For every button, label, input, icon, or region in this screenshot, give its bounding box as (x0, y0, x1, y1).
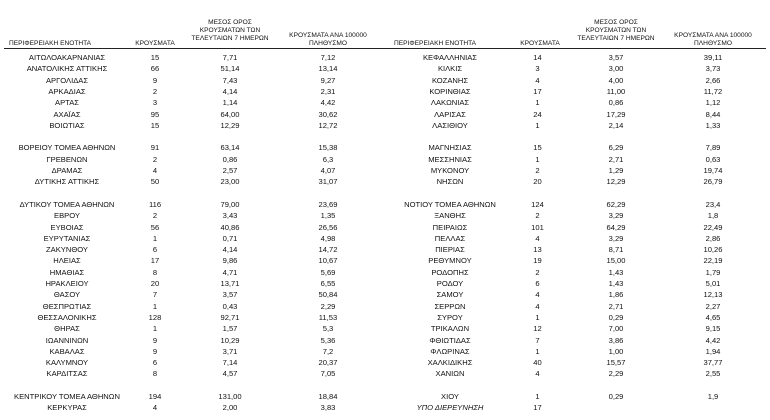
cases-cell: 6 (152, 245, 158, 255)
per100k-cell: 2,31 (320, 86, 336, 96)
avg7-cell: 0,71 (222, 233, 238, 243)
cases-cell: 1 (152, 324, 158, 334)
per100k-cell: 5,01 (705, 279, 721, 288)
region-cell: ΠΕΛΛΑΣ (434, 233, 466, 243)
per100k-cell: 10,26 (703, 245, 723, 255)
region-cell: ΔΡΑΜΑΣ (51, 166, 83, 175)
table-row (0, 402, 770, 413)
per100k-cell: 9,15 (705, 324, 721, 334)
table-row (0, 244, 770, 255)
cases-cell: 12 (533, 324, 542, 334)
per100k-cell: 7,12 (320, 53, 336, 62)
avg7-cell: 2,29 (608, 369, 624, 379)
per100k-cell: 2,66 (705, 75, 721, 85)
per100k-cell: 1,9 (707, 392, 719, 401)
cases-cell: 2 (152, 86, 158, 96)
per100k-cell: 2,27 (705, 301, 721, 311)
per100k-cell: 6,3 (322, 154, 334, 164)
cases-cell: 7 (152, 290, 158, 300)
avg7-cell: 2,00 (222, 403, 238, 413)
region-cell: ΛΑΡΙΣΑΣ (434, 109, 466, 119)
per100k-cell: 39,11 (703, 53, 723, 62)
region-cell: ΕΥΒΟΙΑΣ (50, 222, 84, 232)
per100k-cell: 50,84 (318, 290, 338, 300)
per100k-cell: 15,38 (318, 143, 338, 153)
avg7-cell: 1,86 (608, 290, 624, 300)
avg7-cell: 3,71 (222, 346, 238, 356)
avg7-cell: 4,71 (222, 267, 238, 277)
per100k-cell: 3,73 (705, 64, 721, 74)
region-cell: ΚΕΡΚΥΡΑΣ (47, 403, 87, 413)
table-row (0, 312, 770, 323)
per100k-cell: 1,35 (320, 211, 336, 221)
region-cell: ΙΩΑΝΝΙΝΩΝ (45, 335, 89, 345)
avg7-cell: 15,00 (606, 256, 626, 266)
avg7-cell: 40,86 (220, 222, 240, 232)
per100k-cell: 26,56 (318, 222, 338, 232)
table-row (0, 391, 770, 402)
header-region-left: ΠΕΡΙΦΕΡΕΙΑΚΗ ΕΝΟΤΗΤΑ (9, 40, 92, 47)
per100k-cell: 12,13 (703, 290, 723, 300)
avg7-cell: 3,57 (222, 290, 238, 300)
region-cell: ΚΕΝΤΡΙΚΟΥ ΤΟΜΕΑ ΑΘΗΝΩΝ (14, 392, 120, 401)
region-cell: ΠΕΙΡΑΙΩΣ (432, 222, 468, 232)
cases-cell: 15 (150, 120, 160, 130)
per100k-cell: 2,55 (705, 369, 721, 379)
region-cell: ΓΡΕΒΕΝΩΝ (46, 154, 88, 164)
avg7-cell: 64,29 (606, 222, 626, 232)
region-cell: ΑΡΤΑΣ (55, 98, 79, 108)
per100k-cell: 5,3 (322, 324, 334, 334)
cases-cell: 1 (152, 233, 158, 243)
region-cell: ΑΡΚΑΔΙΑΣ (48, 86, 86, 96)
avg7-cell: 9,86 (222, 256, 238, 266)
region-cell: ΑΡΓΟΛΙΔΑΣ (45, 75, 89, 85)
avg7-cell: 0,86 (608, 98, 624, 108)
cases-cell: 8 (152, 267, 158, 277)
table-row (0, 97, 770, 108)
cases-cell: 50 (150, 177, 160, 187)
avg7-cell: 0,29 (608, 312, 624, 322)
avg7-cell: 79,00 (220, 199, 240, 209)
per100k-cell: 26,79 (703, 177, 723, 187)
table-row (0, 278, 770, 289)
avg7-cell: 3,29 (608, 233, 624, 243)
per100k-cell: 6,55 (320, 279, 336, 288)
avg7-cell: 0,43 (222, 301, 238, 311)
cases-cell: 4 (535, 301, 540, 311)
per100k-cell: 31,07 (318, 177, 338, 187)
cases-cell: 24 (533, 109, 542, 119)
table-row (0, 255, 770, 266)
avg7-cell: 64,00 (220, 109, 240, 119)
table-row (0, 267, 770, 278)
table-row (0, 109, 770, 120)
region-cell: ΝΟΤΙΟΥ ΤΟΜΕΑ ΑΘΗΝΩΝ (404, 199, 496, 209)
region-cell: ΡΕΘΥΜΝΟΥ (428, 256, 472, 266)
cases-cell: 14 (533, 53, 542, 62)
cases-cell: 7 (535, 335, 540, 345)
avg7-cell: 13,71 (220, 279, 240, 288)
per100k-cell: 3,83 (320, 403, 336, 413)
cases-cell: 4 (535, 290, 540, 300)
cases-cell: 1 (535, 154, 540, 164)
per100k-cell: 2,29 (320, 301, 336, 311)
region-cell: ΚΑΡΔΙΤΣΑΣ (46, 369, 88, 379)
region-cell: ΚΟΖΑΝΗΣ (431, 75, 469, 85)
avg7-cell: 6,29 (608, 143, 624, 153)
table-row (0, 199, 770, 210)
region-cell: ΣΕΡΡΩΝ (434, 301, 466, 311)
cases-cell: 4 (152, 166, 158, 175)
region-cell: ΔΥΤΙΚΟΥ ΤΟΜΕΑ ΑΘΗΝΩΝ (19, 199, 115, 209)
region-cell: ΘΗΡΑΣ (54, 324, 80, 334)
per100k-cell: 13,14 (318, 64, 338, 74)
table-row (0, 233, 770, 244)
table-row (0, 357, 770, 368)
table-row (0, 86, 770, 97)
region-cell: ΛΑΚΩΝΙΑΣ (430, 98, 470, 108)
avg7-cell: 4,14 (222, 86, 238, 96)
cases-cell: 95 (150, 109, 160, 119)
avg7-cell: 4,14 (222, 245, 238, 255)
avg7-cell: 0,29 (608, 392, 624, 401)
cases-cell: 17 (533, 403, 542, 413)
table-row (0, 323, 770, 334)
table-row (0, 142, 770, 153)
per100k-cell: 5,69 (320, 267, 336, 277)
region-cell: ΚΕΦΑΛΛΗΝΙΑΣ (422, 53, 478, 62)
region-cell: ΧΑΛΚΙΔΙΚΗΣ (427, 358, 473, 368)
cases-cell: 8 (152, 369, 158, 379)
per100k-cell: 5,36 (320, 335, 336, 345)
cases-cell: 116 (148, 199, 162, 209)
per100k-cell: 1,79 (705, 267, 721, 277)
avg7-cell: 10,29 (220, 335, 240, 345)
header-cases-right: ΚΡΟΥΣΜΑΤΑ (520, 40, 560, 47)
cases-cell: 2 (535, 267, 540, 277)
table-row (0, 63, 770, 74)
avg7-cell: 8,71 (608, 245, 624, 255)
avg7-cell: 3,29 (608, 211, 624, 221)
region-cell: ΑΧΑΪΑΣ (53, 109, 81, 119)
cases-cell: 6 (152, 358, 158, 368)
region-cell: ΣΥΡΟΥ (437, 312, 463, 322)
region-cell: ΚΙΛΚΙΣ (437, 64, 463, 74)
cases-cell: 4 (535, 369, 540, 379)
avg7-cell: 7,71 (222, 53, 238, 62)
per100k-cell: 7,89 (705, 143, 721, 153)
region-cell: ΣΑΜΟΥ (436, 290, 464, 300)
region-cell: ΘΑΣΟΥ (53, 290, 81, 300)
region-cell: ΜΕΣΣΗΝΙΑΣ (428, 154, 472, 164)
cases-cell: 20 (150, 279, 160, 288)
region-cell: ΜΥΚΟΝΟΥ (430, 166, 470, 175)
avg7-cell: 12,29 (606, 177, 626, 187)
avg7-cell: 0,86 (222, 154, 238, 164)
avg7-cell: 12,29 (220, 120, 240, 130)
avg7-cell: 11,00 (606, 86, 626, 96)
region-cell: ΞΑΝΘΗΣ (434, 211, 466, 221)
cases-cell: 66 (150, 64, 160, 74)
region-cell: ΤΡΙΚΑΛΩΝ (430, 324, 470, 334)
avg7-cell: 131,00 (218, 392, 242, 401)
avg7-cell: 15,57 (606, 358, 626, 368)
cases-cell: 1 (535, 120, 540, 130)
region-cell: ΑΙΤΩΛΟΑΚΑΡΝΑΝΙΑΣ (28, 53, 106, 62)
region-cell: ΔΥΤΙΚΗΣ ΑΤΤΙΚΗΣ (34, 177, 100, 187)
region-cell: ΛΑΣΙΘΙΟΥ (432, 120, 468, 130)
region-cell: ΚΑΒΑΛΑΣ (49, 346, 85, 356)
table-row (0, 368, 770, 379)
avg7-cell: 1,57 (222, 324, 238, 334)
header-per100k-right: ΚΡΟΥΣΜΑΤΑ ΑΝΑ 100000 ΠΛΗΘΥΣΜΟ (674, 32, 752, 47)
per100k-cell: 11,53 (318, 312, 338, 322)
cases-cell: 56 (150, 222, 160, 232)
cases-cell: 2 (152, 154, 158, 164)
header-rule (4, 48, 766, 49)
region-cell: ΒΟΡΕΙΟΥ ΤΟΜΕΑ ΑΘΗΝΩΝ (18, 143, 116, 153)
region-cell: ΡΟΔΟΥ (436, 279, 464, 288)
cases-cell: 40 (533, 358, 542, 368)
per100k-cell: 1,94 (705, 346, 721, 356)
avg7-cell: 51,14 (220, 64, 240, 74)
cases-cell: 1 (535, 98, 540, 108)
header-region-right: ΠΕΡΙΦΕΡΕΙΑΚΗ ΕΝΟΤΗΤΑ (394, 40, 477, 47)
cases-cell: 9 (152, 75, 158, 85)
cases-cell: 128 (148, 312, 162, 322)
header-cases-left: ΚΡΟΥΣΜΑΤΑ (135, 40, 175, 47)
region-cell: ΗΜΑΘΙΑΣ (49, 267, 85, 277)
avg7-cell: 23,00 (220, 177, 240, 187)
avg7-cell: 1,43 (608, 267, 624, 277)
avg7-cell: 92,71 (220, 312, 240, 322)
table-row (0, 165, 770, 176)
cases-cell: 2 (535, 211, 540, 221)
region-cell: ΜΑΓΝΗΣΙΑΣ (428, 143, 472, 153)
table-row (0, 75, 770, 86)
cases-cell: 9 (152, 335, 158, 345)
cases-cell: 17 (150, 256, 160, 266)
avg7-cell: 7,14 (222, 358, 238, 368)
avg7-cell: 7,00 (608, 324, 624, 334)
cases-cell: 4 (535, 233, 540, 243)
header-avg7-left: ΜΕΣΟΣ ΟΡΟΣ ΚΡΟΥΣΜΑΤΩΝ ΤΩΝ ΤΕΛΕΥΤΑΙΩΝ 7 ΗΜΕΡΩΝ (191, 19, 269, 42)
header-avg7-right: ΜΕΣΟΣ ΟΡΟΣ ΚΡΟΥΣΜΑΤΩΝ ΤΩΝ ΤΕΛΕΥΤΑΙΩΝ 7 ΗΜΕΡΩΝ (577, 19, 655, 42)
table-row (0, 188, 770, 199)
cases-cell: 124 (531, 199, 544, 209)
table-row (0, 289, 770, 300)
per100k-cell: 7,05 (320, 369, 336, 379)
per100k-cell: 20,37 (318, 358, 338, 368)
per100k-cell: 4,42 (705, 335, 721, 345)
cases-cell: 1 (152, 301, 158, 311)
per100k-cell: 19,74 (703, 166, 723, 175)
cases-cell: 4 (152, 403, 158, 413)
avg7-cell: 3,86 (608, 335, 624, 345)
avg7-cell: 1,29 (608, 166, 624, 175)
cases-cell: 1 (535, 312, 540, 322)
per100k-cell: 4,65 (705, 312, 721, 322)
table-row (0, 210, 770, 221)
avg7-cell: 2,71 (608, 154, 624, 164)
cases-cell: 2 (152, 211, 158, 221)
per100k-cell: 37,77 (703, 358, 723, 368)
per100k-cell: 22,49 (703, 222, 723, 232)
table-row (0, 335, 770, 346)
avg7-cell: 2,57 (222, 166, 238, 175)
per100k-cell: 1,33 (705, 120, 721, 130)
region-cell: ΕΒΡΟΥ (54, 211, 80, 221)
cases-cell: 1 (535, 392, 540, 401)
cases-cell: 91 (150, 143, 160, 153)
per100k-cell: 12,72 (318, 120, 338, 130)
table-row (0, 346, 770, 357)
region-cell: ΒΟΙΩΤΙΑΣ (49, 120, 85, 130)
region-cell: ΑΝΑΤΟΛΙΚΗΣ ΑΤΤΙΚΗΣ (26, 64, 108, 74)
per100k-cell: 23,4 (705, 199, 721, 209)
region-cell: ΦΛΩΡΙΝΑΣ (430, 346, 470, 356)
avg7-cell: 4,00 (608, 75, 624, 85)
avg7-cell: 4,57 (222, 369, 238, 379)
per100k-cell: 30,62 (318, 109, 338, 119)
cases-cell: 4 (535, 75, 540, 85)
cases-cell: 20 (533, 177, 542, 187)
per100k-cell: 1,12 (705, 98, 721, 108)
cases-cell: 2 (535, 166, 540, 175)
avg7-cell: 2,14 (608, 120, 624, 130)
per100k-cell: 0,63 (705, 154, 721, 164)
per100k-cell: 4,42 (320, 98, 336, 108)
cases-cell: 15 (150, 53, 160, 62)
cases-cell: 3 (152, 98, 158, 108)
avg7-cell: 7,43 (222, 75, 238, 85)
avg7-cell: 1,14 (222, 98, 238, 108)
region-cell: ΡΟΔΟΠΗΣ (431, 267, 469, 277)
per100k-cell: 22,19 (703, 256, 723, 266)
region-cell: ΗΛΕΙΑΣ (53, 256, 81, 266)
region-cell: ΧΙΟΥ (441, 392, 459, 401)
table-row (0, 52, 770, 63)
table-row (0, 301, 770, 312)
per100k-cell: 14,72 (318, 245, 338, 255)
per100k-cell: 4,07 (320, 166, 336, 175)
region-cell: ΘΕΣΣΑΛΟΝΙΚΗΣ (37, 312, 97, 322)
region-cell: ΠΙΕΡΙΑΣ (435, 245, 465, 255)
per100k-cell: 8,44 (705, 109, 721, 119)
table-row (0, 131, 770, 142)
per100k-cell: 11,72 (703, 86, 723, 96)
region-cell: ΖΑΚΥΝΘΟΥ (46, 245, 88, 255)
cases-cell: 17 (533, 86, 542, 96)
region-cell: ΚΟΡΙΝΘΙΑΣ (429, 86, 471, 96)
region-cell: ΘΕΣΠΡΩΤΙΑΣ (42, 301, 92, 311)
cases-cell: 194 (148, 392, 162, 401)
avg7-cell: 1,43 (608, 279, 624, 288)
region-cell: ΚΑΛΥΜΝΟΥ (45, 358, 89, 368)
avg7-cell: 17,29 (606, 109, 626, 119)
cases-cell: 13 (533, 245, 542, 255)
per100k-cell: 9,27 (320, 75, 336, 85)
cases-cell: 3 (535, 64, 540, 74)
region-cell: ΝΗΣΩΝ (436, 177, 464, 187)
cases-cell: 1 (535, 346, 540, 356)
avg7-cell: 63,14 (220, 143, 240, 153)
region-cell: ΦΘΙΩΤΙΔΑΣ (429, 335, 471, 345)
per100k-cell: 18,84 (318, 392, 338, 401)
table-row (0, 120, 770, 131)
per100k-cell: 7,2 (322, 346, 334, 356)
per100k-cell: 10,67 (318, 256, 338, 266)
region-cell: ΥΠΟ ΔΙΕΡΕΥΝΗΣΗ (416, 403, 484, 413)
per100k-cell: 2,86 (705, 233, 721, 243)
avg7-cell: 3,43 (222, 211, 238, 221)
cases-cell: 19 (533, 256, 542, 266)
header-per100k-left: ΚΡΟΥΣΜΑΤΑ ΑΝΑ 100000 ΠΛΗΘΥΣΜΟ (289, 32, 367, 47)
cases-cell: 101 (531, 222, 544, 232)
region-cell: ΕΥΡΥΤΑΝΙΑΣ (43, 233, 91, 243)
avg7-cell: 3,00 (608, 64, 624, 74)
region-cell: ΧΑΝΙΩΝ (435, 369, 465, 379)
cases-cell: 15 (533, 143, 542, 153)
table-row (0, 380, 770, 391)
table-row (0, 154, 770, 165)
avg7-cell: 62,29 (606, 199, 626, 209)
per100k-cell: 1,8 (707, 211, 719, 221)
table-row (0, 222, 770, 233)
per100k-cell: 23,69 (318, 199, 338, 209)
region-cell: ΗΡΑΚΛΕΙΟΥ (45, 279, 89, 288)
cases-cell: 9 (152, 346, 158, 356)
table-row (0, 176, 770, 187)
avg7-cell: 2,71 (608, 301, 624, 311)
avg7-cell: 3,57 (608, 53, 624, 62)
cases-cell: 6 (535, 279, 540, 288)
avg7-cell: 1,00 (608, 346, 624, 356)
per100k-cell: 4,98 (320, 233, 336, 243)
